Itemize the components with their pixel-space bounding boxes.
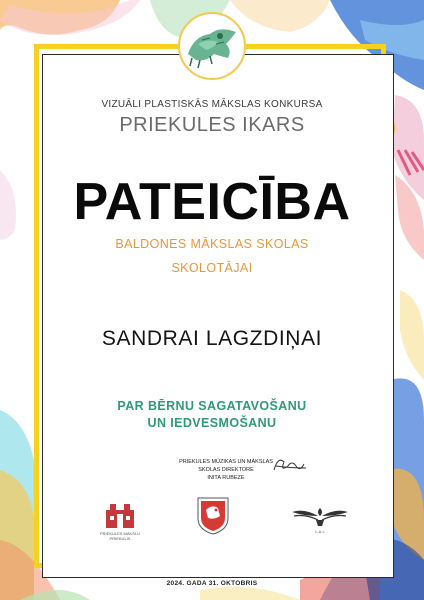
- contest-name: PRIEKULES IKARS: [119, 114, 305, 136]
- priekule-castle-crest-icon: [102, 500, 138, 530]
- school-line-2: SKOLOTĀJAI: [171, 261, 253, 275]
- reason-line-1: PAR BĒRNU SAGATAVOŠANU: [117, 399, 307, 413]
- handwritten-signature: [270, 452, 310, 478]
- certificate-date: 2024. GADA 31. OKTOBRIS: [166, 580, 258, 587]
- certificate-heading: PATEICĪBA: [73, 173, 351, 231]
- contest-subtitle: VIZUĀLI PLASTISKĀS MĀKSLAS KONKURSA: [101, 99, 323, 110]
- recipient-name: SANDRAI LAGZDIŅAI: [101, 327, 323, 350]
- reason-line-2: UN IEDVESMOŠANU: [147, 416, 277, 430]
- eagle-emblem-icon: [290, 502, 350, 530]
- school-line-1: BALDONES MĀKSLAS SKOLAS: [115, 237, 309, 251]
- left-crest-caption: PRIEKULES MĀKSLU PRIEKULIS: [99, 531, 140, 541]
- signature-title-2: SKOLAS DIREKTORE: [198, 467, 254, 473]
- right-crest-caption: L.A.I.: [315, 529, 325, 534]
- signature-title-1: PRIEKULES MŪZIKAS UN MĀKSLAS: [179, 459, 273, 465]
- icarus-emblem-icon: [178, 12, 246, 80]
- signature-name: INITA RUBEZE: [207, 475, 245, 481]
- signature-block: [166, 458, 286, 482]
- red-shield-crest-icon: [196, 496, 230, 536]
